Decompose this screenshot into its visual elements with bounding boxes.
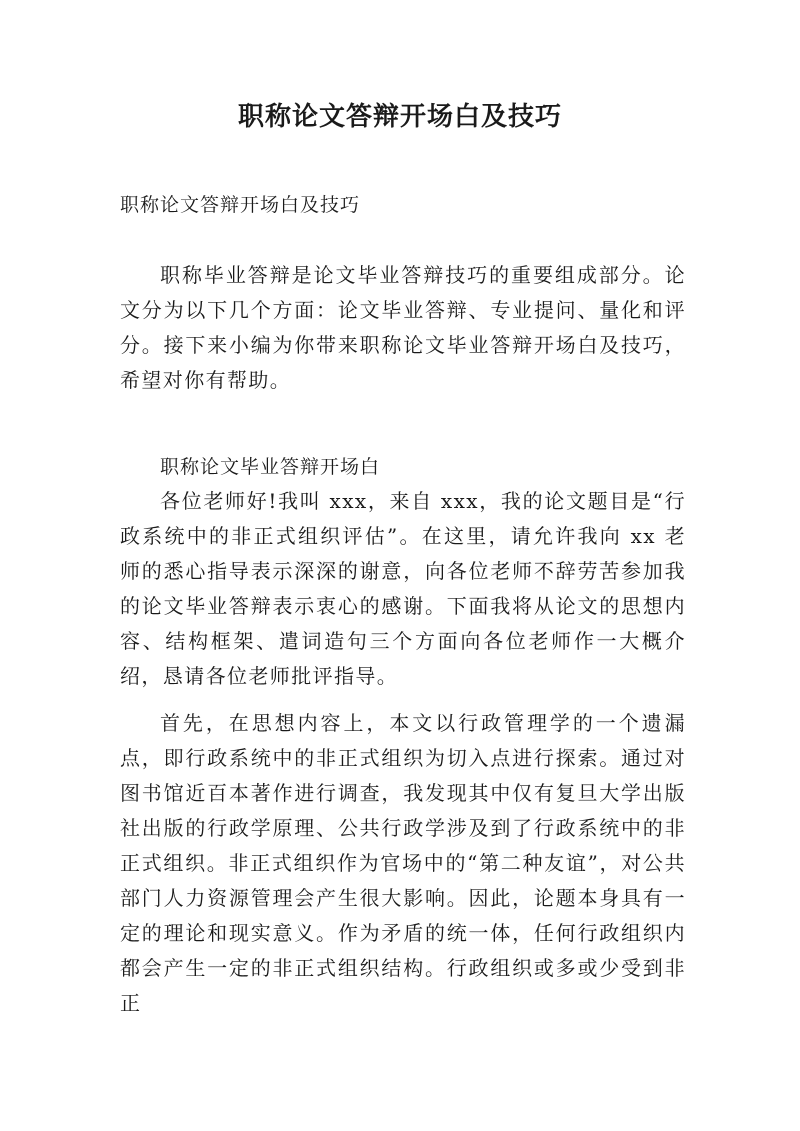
document-subtitle: 职称论文答辩开场白及技巧 xyxy=(120,194,361,216)
document-title: 职称论文答辩开场白及技巧 xyxy=(237,102,562,132)
intro-paragraph: 职称毕业答辩是论文毕业答辩技巧的重要组成部分。论文分为以下几个方面：论文毕业答辩、专业提问、量化和评分。接下来小编为你带来职称论文毕业答辩开场白及技巧，希望对你有帮助。 xyxy=(120,263,686,392)
body-paragraph-1: 各位老师好!我叫 xxx，来自 xxx，我的论文题目是“行政系统中的非正式组织评估”。在这里，请允许我向 xx 老师的悉心指导表示深深的谢意，向各位老师不辞劳苦参加我的论文毕业答辩表示衷心的感谢。下面我将从论文的思想内容、结构框架、遣词造句三个方面向各位老师作一大概介绍，恳请各位老师批评指导。 xyxy=(120,489,686,688)
body-paragraph-2: 首先，在思想内容上，本文以行政管理学的一个遗漏点，即行政系统中的非正式组织为切入点进行探索。通过对图书馆近百本著作进行调查，我发现其中仅有复旦大学出版社出版的行政学原理、公共行政学涉及到了行政系统中的非正式组织。非正式组织作为官场中的“第二种友谊”，对公共部门人力资源管理会产生很大影响。因此，论题本身具有一定的理论和现实意义。作为矛盾的统一体，任何行政组织内都会产生一定的非正式组织结构。行政组织或多或少受到非正 xyxy=(120,711,686,1015)
section-heading: 职称论文毕业答辩开场白 xyxy=(160,456,381,478)
